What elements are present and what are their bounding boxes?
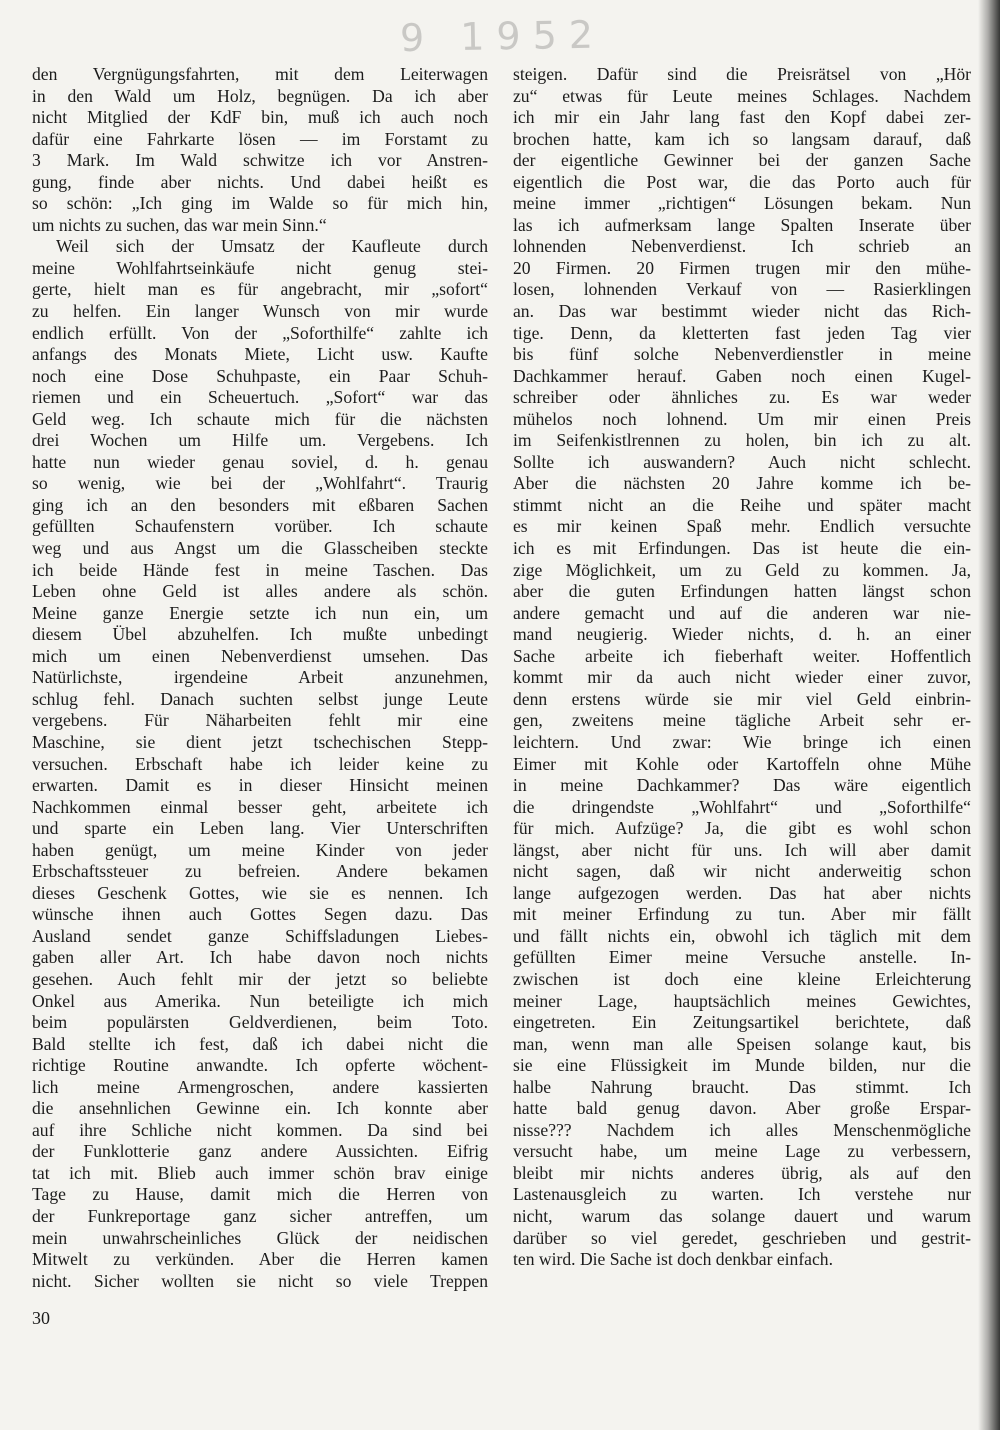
text-line: auf ihre Schliche nicht kommen. Da sind bei (32, 1119, 488, 1140)
text-line: dieses Geschenk Gottes, wie sie es nennen. Ich (32, 882, 488, 903)
text-line: Sollte ich auswandern? Auch nicht schlecht. (513, 451, 971, 472)
text-line: tat ich mit. Blieb auch immer schön brav einige (32, 1162, 488, 1183)
text-line: Sache arbeite ich fieberhaft weiter. Hoffentlich (513, 645, 971, 666)
text-line: gung, finde aber nichts. Und dabei heißt es (32, 171, 488, 192)
text-line: beim populärsten Geldverdienen, beim Toto. (32, 1012, 488, 1033)
faded-stamp: 9 1952 (399, 12, 606, 61)
text-line: in meine Dachkammer? Das wäre eigentlich (513, 775, 971, 796)
text-line: losen, lohnenden Verkauf von — Rasierklingen (513, 279, 971, 300)
text-line: versuchen. Erbschaft habe ich leider keine zu (32, 753, 488, 774)
text-line: dafür eine Fahrkarte lösen — im Forstamt zu (32, 128, 488, 149)
text-line: eingetreten. Ein Zeitungsartikel berichtete, daß (513, 1012, 971, 1033)
text-line: schreiber oder ähnliches zu. Es war weder (513, 387, 971, 408)
text-line: 20 Firmen. 20 Firmen trugen mir den mühe- (513, 257, 971, 278)
text-line: meine immer „richtigen“ Lösungen bekam. Nun (513, 193, 971, 214)
text-line: Onkel aus Amerika. Nun beteiligte ich mich (32, 990, 488, 1011)
text-line: leichtern. Und zwar: Wie bringe ich einen (513, 731, 971, 752)
text-line: Geld weg. Ich schaute mich für die nächsten (32, 408, 488, 429)
text-line: bis fünf solche Nebenverdienstler in meine (513, 344, 971, 365)
text-line: ich es mit Erfindungen. Das ist heute die ein- (513, 538, 971, 559)
text-line: mühelos noch lohnend. Um mir einen Preis (513, 408, 971, 429)
left-text-column (32, 64, 488, 1292)
text-line: Mitwelt zu verkünden. Aber die Herren kamen (32, 1249, 488, 1270)
text-line: drei Wochen um Hilfe um. Vergebens. Ich (32, 430, 488, 451)
text-line: ich mir ein Jahr lang fast den Kopf dabei zer- (513, 107, 971, 128)
text-line: der Funklotterie ganz andere Aussichten. Eifrig (32, 1141, 488, 1162)
text-line: im Seifenkistlrennen zu holen, bin ich zu alt. (513, 430, 971, 451)
page-number: 30 (32, 1308, 50, 1328)
text-line: darüber so viel geredet, geschrieben und gestrit- (513, 1227, 971, 1248)
text-line: versucht habe, um meine Lage zu verbessern, (513, 1141, 971, 1162)
text-line: nicht, warum das solange dauert und warum (513, 1205, 971, 1226)
text-line: endlich erfüllt. Von der „Soforthilfe“ zahlte ich (32, 322, 488, 343)
text-line: gaben aller Art. Ich habe davon noch nichts (32, 947, 488, 968)
text-line: zu helfen. Ein langer Wunsch von mir wurde (32, 301, 488, 322)
text-line: die dringendste „Wohlfahrt“ und „Soforthilfe“ (513, 796, 971, 817)
text-line: schlug fehl. Danach suchten selbst junge Leute (32, 688, 488, 709)
text-line: für mich. Aufzüge? Ja, die gibt es wohl schon (513, 818, 971, 839)
text-line: noch eine Dose Schuhpaste, ein Paar Schuh- (32, 365, 488, 386)
text-line: nicht. Sicher wollten sie nicht so viele Treppen (32, 1270, 488, 1291)
text-line: wünsche ihnen auch Gottes Segen dazu. Das (32, 904, 488, 925)
text-line: Dachkammer herauf. Gaben noch einen Kugel- (513, 365, 971, 386)
text-line: weg und aus Angst um die Glasscheiben steckte (32, 538, 488, 559)
text-line: Aber die nächsten 20 Jahre komme ich be- (513, 473, 971, 494)
text-line: so wenig, wie bei der „Wohlfahrt“. Traurig (32, 473, 488, 494)
text-line: den Vergnügungsfahrten, mit dem Leiterwagen (32, 64, 488, 84)
text-line: meine Wohlfahrtseinkäufe nicht genug stei- (32, 257, 488, 278)
text-line: längst, aber nicht für uns. Ich will aber damit (513, 839, 971, 860)
text-line: Maschine, sie dient jetzt tschechischen Stepp- (32, 731, 488, 752)
text-line: man, wenn man alle Speisen solange kaut, bis (513, 1033, 971, 1054)
text-line: eigentlich die Post war, die das Porto auch für (513, 171, 971, 192)
text-line: mand neugierig. Wieder nichts, d. h. an einer (513, 624, 971, 645)
text-line: halbe Nahrung braucht. Das stimmt. Ich (513, 1076, 971, 1097)
text-line: Erbschaftssteuer zu befreien. Andere bekamen (32, 861, 488, 882)
text-line: mein unwahrscheinliches Glück der neidischen (32, 1227, 488, 1248)
text-line: und fällt nichts ein, obwohl ich täglich mit dem (513, 925, 971, 946)
text-line: ich beide Hände fest in meine Taschen. Das (32, 559, 488, 580)
text-line: zwischen ist doch eine kleine Erleichterung (513, 968, 971, 989)
text-line: Natürlichste, irgendeine Arbeit anzunehmen, (32, 667, 488, 688)
text-line: meiner Lage, hauptsächlich meines Gewichtes, (513, 990, 971, 1011)
text-line: steigen. Dafür sind die Preisrätsel von „Hör (513, 64, 971, 84)
text-line: riemen und ein Scheuertuch. „Sofort“ war das (32, 387, 488, 408)
text-line: in den Wald um Holz, begnügen. Da ich aber (32, 85, 488, 106)
text-line: haben genügt, um meine Kinder von jeder (32, 839, 488, 860)
text-line: mit meiner Erfindung zu tun. Aber mir fällt (513, 904, 971, 925)
text-line: Tage zu Hause, damit mich die Herren von (32, 1184, 488, 1205)
text-line: zige Möglichkeit, um zu Geld zu kommen. Ja, (513, 559, 971, 580)
text-line: gesehen. Auch fehlt mir der jetzt so beliebte (32, 968, 488, 989)
text-line: anfangs des Monats Miete, Licht usw. Kaufte (32, 344, 488, 365)
text-line: tige. Denn, da kletterten fast jeden Tag vier (513, 322, 971, 343)
text-line: 3 Mark. Im Wald schwitze ich vor Anstren- (32, 150, 488, 171)
scan-shadow-edge (978, 0, 1000, 1430)
text-line: gefüllten Schaufenstern vorüber. Ich schaute (32, 516, 488, 537)
text-line: denn erstens würde sie mir viel Geld einbrin- (513, 688, 971, 709)
text-line: gen, zweitens meine tägliche Arbeit sehr er- (513, 710, 971, 731)
text-line: kommt mir da auch nicht wieder einer zuvor, (513, 667, 971, 688)
text-line: so schön: „Ich ging im Walde so für mich hin, (32, 193, 488, 214)
text-line: nicht Mitglied der KdF bin, muß ich auch noch (32, 107, 488, 128)
text-line: diesem Übel abzuhelfen. Ich mußte unbedingt (32, 624, 488, 645)
text-line: Weil sich der Umsatz der Kaufleute durch (56, 236, 488, 257)
text-line: zu“ etwas für Leute meines Schlages. Nachdem (513, 85, 971, 106)
text-line: gerte, hielt man es für angebracht, mir „sofort“ (32, 279, 488, 300)
text-line: der eigentliche Gewinner bei der ganzen Sache (513, 150, 971, 171)
text-line: ten wird. Die Sache ist doch denkbar einfach. (513, 1249, 833, 1270)
text-line: Ausland sendet ganze Schiffsladungen Liebes- (32, 925, 488, 946)
text-line: aber die guten Erfindungen hatten längst schon (513, 581, 971, 602)
text-line: bleibt mir nichts anderes übrig, als auf den (513, 1162, 971, 1183)
text-line: gefüllten Eimer meine Versuche anstelle. In- (513, 947, 971, 968)
text-line: andere gemacht und auf die anderen war nie- (513, 602, 971, 623)
text-line: lohnenden Nebenverdienst. Ich schrieb an (513, 236, 971, 257)
text-line: es mir keinen Spaß mehr. Endlich versuchte (513, 516, 971, 537)
text-line: las ich aufmerksam lange Spalten Inserate über (513, 214, 971, 235)
text-line: brochen hatte, kam ich so langsam darauf, daß (513, 128, 971, 149)
text-line: an. Das war bestimmt wieder nicht das Rich- (513, 301, 971, 322)
text-line: richtige Routine anwandte. Ich opferte wöchent- (32, 1055, 488, 1076)
text-line: lich meine Armengroschen, andere kassierten (32, 1076, 488, 1097)
text-line: die ansehnlichen Gewinne ein. Ich konnte aber (32, 1098, 488, 1119)
text-line: Eimer mit Kohle oder Kartoffeln ohne Mühe (513, 753, 971, 774)
text-line: hatte nun wieder genau soviel, d. h. genau (32, 451, 488, 472)
text-line: sie eine Flüssigkeit im Munde bilden, nur die (513, 1055, 971, 1076)
text-line: Nachkommen einmal besser geht, arbeitete ich (32, 796, 488, 817)
text-line: der Funkreportage ganz sicher antreffen, um (32, 1205, 488, 1226)
text-line: vergebens. Für Näharbeiten fehlt mir eine (32, 710, 488, 731)
text-line: nisse??? Nachdem ich alles Menschenmögliche (513, 1119, 971, 1140)
text-line: um nichts zu suchen, das war mein Sinn.“ (32, 214, 327, 235)
text-line: Lastenausgleich zu warten. Ich verstehe nur (513, 1184, 971, 1205)
text-line: hatte bald genug davon. Aber große Erspar- (513, 1098, 971, 1119)
text-line: Leben ohne Geld ist alles andere als schön. (32, 581, 488, 602)
text-line: erwarten. Damit es in dieser Hinsicht meinen (32, 775, 488, 796)
text-line: mich um einen Nebenverdienst umsehen. Das (32, 645, 488, 666)
text-line: lange aufgezogen werden. Das hat aber nichts (513, 882, 971, 903)
text-line: und sparte ein Leben lang. Vier Unterschriften (32, 818, 488, 839)
text-line: Bald stellte ich fest, daß ich dabei nicht die (32, 1033, 488, 1054)
text-line: nicht sagen, daß wir nicht anderweitig schon (513, 861, 971, 882)
text-line: ging ich an den besonders mit eßbaren Sachen (32, 494, 488, 515)
text-line: Meine ganze Energie setzte ich nun ein, um (32, 602, 488, 623)
right-text-column (513, 64, 971, 1271)
text-line: stimmt nicht an die Reihe und später macht (513, 494, 971, 515)
